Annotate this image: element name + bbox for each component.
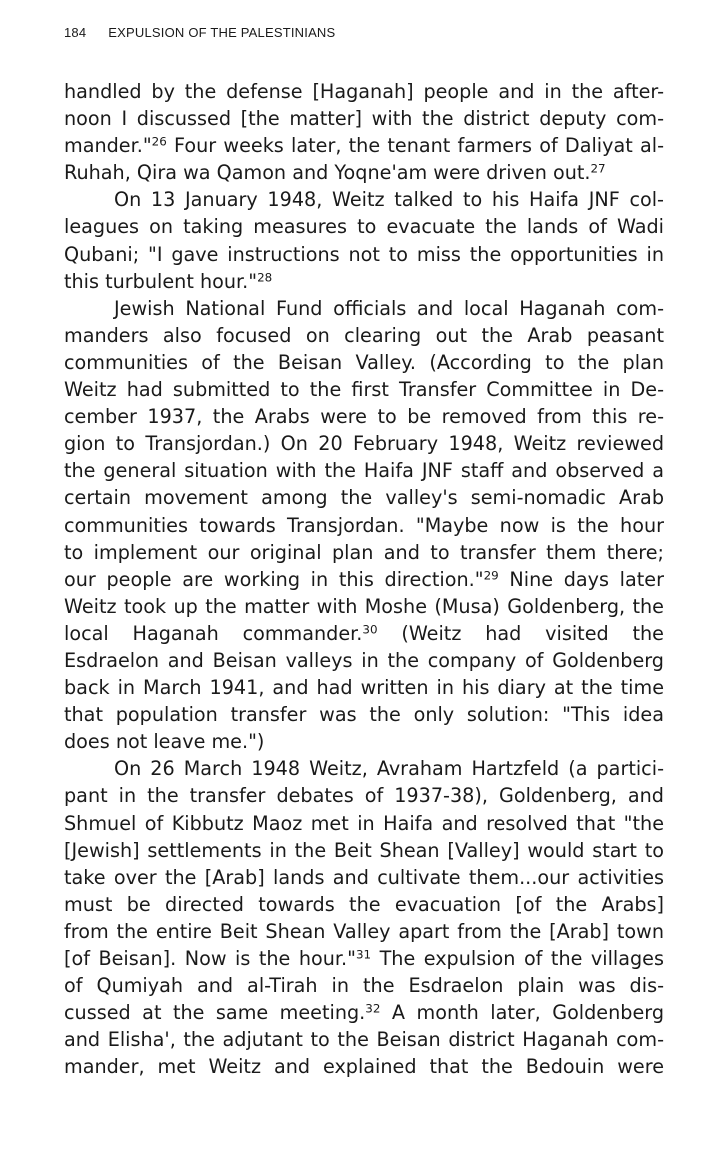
- text-run: The expulsion of the villages: [371, 947, 664, 970]
- text-line: [64, 999, 664, 1026]
- text-line: [64, 1026, 664, 1053]
- text-line: [64, 322, 664, 349]
- text-line: [64, 728, 664, 755]
- text-line: [64, 674, 664, 701]
- text-run: Weitz took up the matter with Moshe (Musa) Goldenberg, the: [64, 594, 664, 618]
- paragraph: [64, 186, 664, 294]
- text-run: must be directed towards the evacuation [of the Arabs]: [64, 892, 664, 916]
- text-run: from the entire Beit Shean Valley apart from the [Arab] town: [64, 919, 664, 943]
- text-line: [64, 864, 664, 891]
- text-run: of Qumiyah and al-Tirah in the Esdraelon plain was dis-: [64, 974, 664, 998]
- text-line: [64, 837, 664, 864]
- text-run: and Elisha', the adjutant to the Beisan district Haganah com-: [64, 1028, 664, 1052]
- footnote-ref: 32: [365, 1001, 381, 1016]
- text-run: gion to Transjordan.) On 20 February 1948, Weitz reviewed: [64, 432, 664, 456]
- text-run: Qubani; "I gave instructions not to miss the opportunities in: [64, 242, 664, 266]
- text-run: (Weitz had visited the: [377, 621, 664, 645]
- paragraph: [64, 295, 664, 756]
- text-line: [64, 945, 664, 972]
- body-text: [64, 78, 664, 1080]
- text-line: [64, 105, 664, 132]
- text-line: [64, 186, 664, 213]
- text-run: manders also focused on clearing out the Arab peasant: [64, 323, 664, 347]
- text-line: [64, 539, 664, 566]
- text-line: [64, 755, 664, 782]
- text-run: the general situation with the Haifa JNF staff and observed a: [64, 459, 664, 483]
- text-run: cember 1937, the Arabs were to be removed from this re-: [64, 405, 664, 429]
- text-line: [64, 782, 664, 809]
- text-line: [64, 810, 664, 837]
- text-line: [64, 78, 664, 105]
- text-line: [64, 376, 664, 403]
- text-run: local Haganah commander.: [64, 621, 363, 645]
- text-run: [of Beisan]. Now is the hour.": [64, 947, 356, 970]
- text-run: pant in the transfer debates of 1937-38), Goldenberg, and: [64, 784, 664, 808]
- text-run: our people are working in this direction.": [64, 567, 484, 591]
- text-run: Four weeks later, the tenant farmers of Daliyat al-: [166, 134, 664, 158]
- text-run: certain movement among the valley's semi-nomadic Arab: [64, 486, 664, 510]
- text-run: Weitz had submitted to the first Transfer Committee in De-: [64, 378, 664, 402]
- text-line: [64, 132, 664, 159]
- text-run: [Jewish] settlements in the Beit Shean [Valley] would start to: [64, 838, 664, 862]
- text-run: Jewish National Fund officials and local Haganah com-: [114, 296, 664, 320]
- text-line: [64, 972, 664, 999]
- text-run: cussed at the same meeting.: [64, 1001, 366, 1025]
- text-line: [64, 918, 664, 945]
- text-line: [64, 593, 664, 620]
- text-run: communities of the Beisan Valley. (According to the plan: [64, 350, 664, 374]
- footnote-ref: 26: [151, 134, 167, 149]
- text-run: A month later, Goldenberg: [380, 1001, 664, 1025]
- text-run: does not leave me."): [64, 730, 265, 754]
- text-run: handled by the defense [Haganah] people and in the after-: [64, 80, 664, 103]
- text-line: [64, 566, 664, 593]
- text-line: [64, 891, 664, 918]
- text-run: Ruhah, Qira wa Qamon and Yoqne'am were driven out.: [64, 161, 591, 185]
- text-run: Nine days later: [498, 567, 664, 591]
- text-line: [64, 159, 664, 186]
- footnote-ref: 31: [355, 947, 372, 962]
- footnote-ref: 30: [362, 622, 378, 637]
- text-line: [64, 241, 664, 268]
- running-title: EXPULSION OF THE PALESTINIANS: [108, 25, 336, 40]
- text-run: that population transfer was the only solution: "This idea: [64, 703, 664, 727]
- footnote-ref: 29: [483, 568, 499, 583]
- footnote-ref: 28: [257, 270, 273, 285]
- running-head: [64, 25, 335, 40]
- text-run: noon I discussed [the matter] with the district deputy com-: [64, 107, 664, 131]
- text-line: [64, 512, 664, 539]
- text-run: back in March 1941, and had written in his diary at the time: [64, 676, 664, 700]
- text-line: [64, 1053, 664, 1080]
- text-line: [64, 213, 664, 240]
- text-run: Shmuel of Kibbutz Maoz met in Haifa and resolved that "the: [64, 811, 664, 835]
- page-number: 184: [64, 25, 87, 40]
- text-line: [64, 430, 664, 457]
- text-line: [64, 620, 664, 647]
- paragraph: [64, 755, 664, 1080]
- text-run: On 13 January 1948, Weitz talked to his Haifa JNF col-: [114, 188, 664, 212]
- text-run: to implement our original plan and to transfer them there;: [64, 540, 664, 564]
- text-run: mander, met Weitz and explained that the Bedouin were: [64, 1055, 664, 1079]
- text-run: this turbulent hour.": [64, 269, 258, 293]
- text-run: leagues on taking measures to evacuate the lands of Wadi: [64, 215, 664, 239]
- text-line: [64, 484, 664, 511]
- text-run: communities towards Transjordan. "Maybe now is the hour: [64, 513, 664, 537]
- paragraph: [64, 78, 664, 186]
- text-run: mander.": [64, 134, 152, 158]
- text-line: [64, 295, 664, 322]
- text-run: On 26 March 1948 Weitz, Avraham Hartzfeld (a partici-: [114, 757, 664, 781]
- text-line: [64, 647, 664, 674]
- text-run: Esdraelon and Beisan valleys in the company of Goldenberg: [64, 648, 664, 672]
- text-line: [64, 457, 664, 484]
- text-line: [64, 268, 664, 295]
- text-line: [64, 701, 664, 728]
- text-line: [64, 403, 664, 430]
- footnote-ref: 27: [590, 161, 606, 176]
- text-run: take over the [Arab] lands and cultivate them...our activities: [64, 865, 664, 889]
- text-line: [64, 349, 664, 376]
